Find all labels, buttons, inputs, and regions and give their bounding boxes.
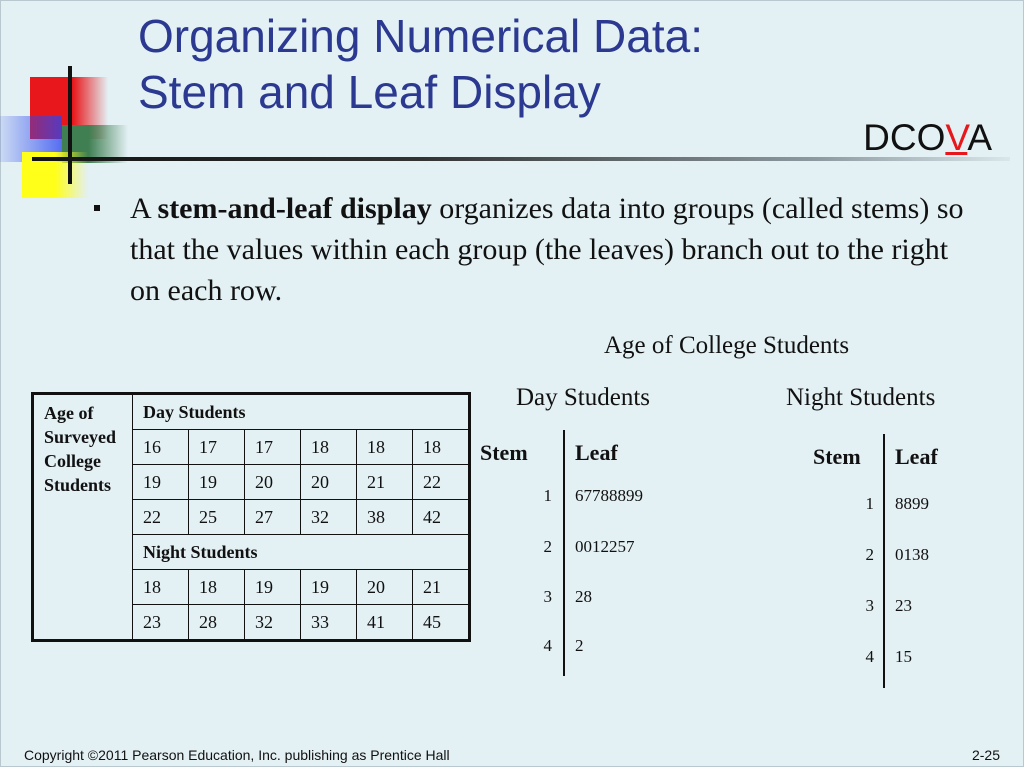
night-leaf: 8899 [895,494,929,513]
day-leaf: 0012257 [575,537,635,556]
slide-logo [0,0,140,200]
table-cell: 42 [413,500,470,535]
rowhead-line: Students [44,475,112,495]
table-cell: 18 [413,430,470,465]
night-students-label: Night Students [133,535,470,570]
day-stem: 1 [543,486,552,505]
bullet-point [94,188,974,311]
table-cell: 23 [133,605,189,641]
night-leaf: 23 [895,596,912,615]
slide-number: 2-25 [971,747,1000,763]
table-cell: 19 [301,570,357,605]
title-line-2: Stem and Leaf Display [138,66,601,118]
table-cell: 21 [413,570,470,605]
table-row-header [33,394,133,641]
table-cell: 45 [413,605,470,641]
table-cell: 27 [245,500,301,535]
slide-title [138,8,858,120]
day-display-label: Day Students [516,384,651,411]
table-cell: 19 [133,465,189,500]
table-cell: 18 [133,570,189,605]
table-cell: 19 [189,465,245,500]
table-cell: 20 [301,465,357,500]
day-stem: 3 [543,587,552,606]
rowhead-line: College [44,451,101,471]
day-leaf: 28 [575,587,592,606]
night-stem: 3 [865,596,874,615]
day-stem-header: Stem [480,440,528,465]
dcova-pre: DCO [863,117,946,158]
day-stem: 2 [543,537,552,556]
title-line-1: Organizing Numerical Data: [138,10,704,62]
rowhead-line: Surveyed [44,427,116,447]
table-cell: 32 [245,605,301,641]
bullet-text-bold: stem-and-leaf display [157,192,432,225]
table-cell: 17 [245,430,301,465]
logo-vertical-line [68,66,72,184]
night-stem: 2 [865,545,874,564]
bullet-text-pre: A [130,192,158,225]
table-cell: 21 [357,465,413,500]
table-cell: 20 [245,465,301,500]
rowhead-line: Age of [44,403,94,423]
copyright-text: Copyright ©2011 Pearson Education, Inc. publishing as Prentice Hall [24,747,450,763]
bullet-text [130,188,974,311]
day-leaf-header: Leaf [575,440,618,465]
dcova-post: A [967,117,992,158]
day-students-label: Day Students [133,394,470,430]
night-leaf: 15 [895,647,912,666]
bullet-square-icon [94,205,100,211]
dcova-tag [863,117,992,159]
day-stem-divider [563,430,565,676]
dcova-highlight: V [945,117,968,158]
night-stem: 1 [865,494,874,513]
table-cell: 16 [133,430,189,465]
table-cell: 38 [357,500,413,535]
table-cell: 18 [357,430,413,465]
bullet-text-post: organizes data into groups (called stems) so that the values within each group (the leaves) branch out to the right on each row. [130,192,964,307]
night-stem: 4 [865,647,874,666]
day-stem: 4 [543,636,552,655]
stem-leaf-title: Age of College Students [604,332,850,359]
table-cell: 22 [413,465,470,500]
table-cell: 18 [189,570,245,605]
day-leaf: 67788899 [575,486,643,505]
table-cell: 20 [357,570,413,605]
table-cell: 18 [301,430,357,465]
table-cell: 32 [301,500,357,535]
age-data-table [31,392,471,642]
table-cell: 22 [133,500,189,535]
table-cell: 25 [189,500,245,535]
night-leaf: 0138 [895,545,929,564]
night-stem-header: Stem [813,444,861,469]
night-stem-divider [883,434,885,688]
table-cell: 33 [301,605,357,641]
table-cell: 41 [357,605,413,641]
table-cell: 28 [189,605,245,641]
day-leaf: 2 [575,636,584,655]
table-cell: 17 [189,430,245,465]
night-leaf-header: Leaf [895,444,938,469]
table-cell: 19 [245,570,301,605]
night-display-label: Night Students [786,384,936,411]
